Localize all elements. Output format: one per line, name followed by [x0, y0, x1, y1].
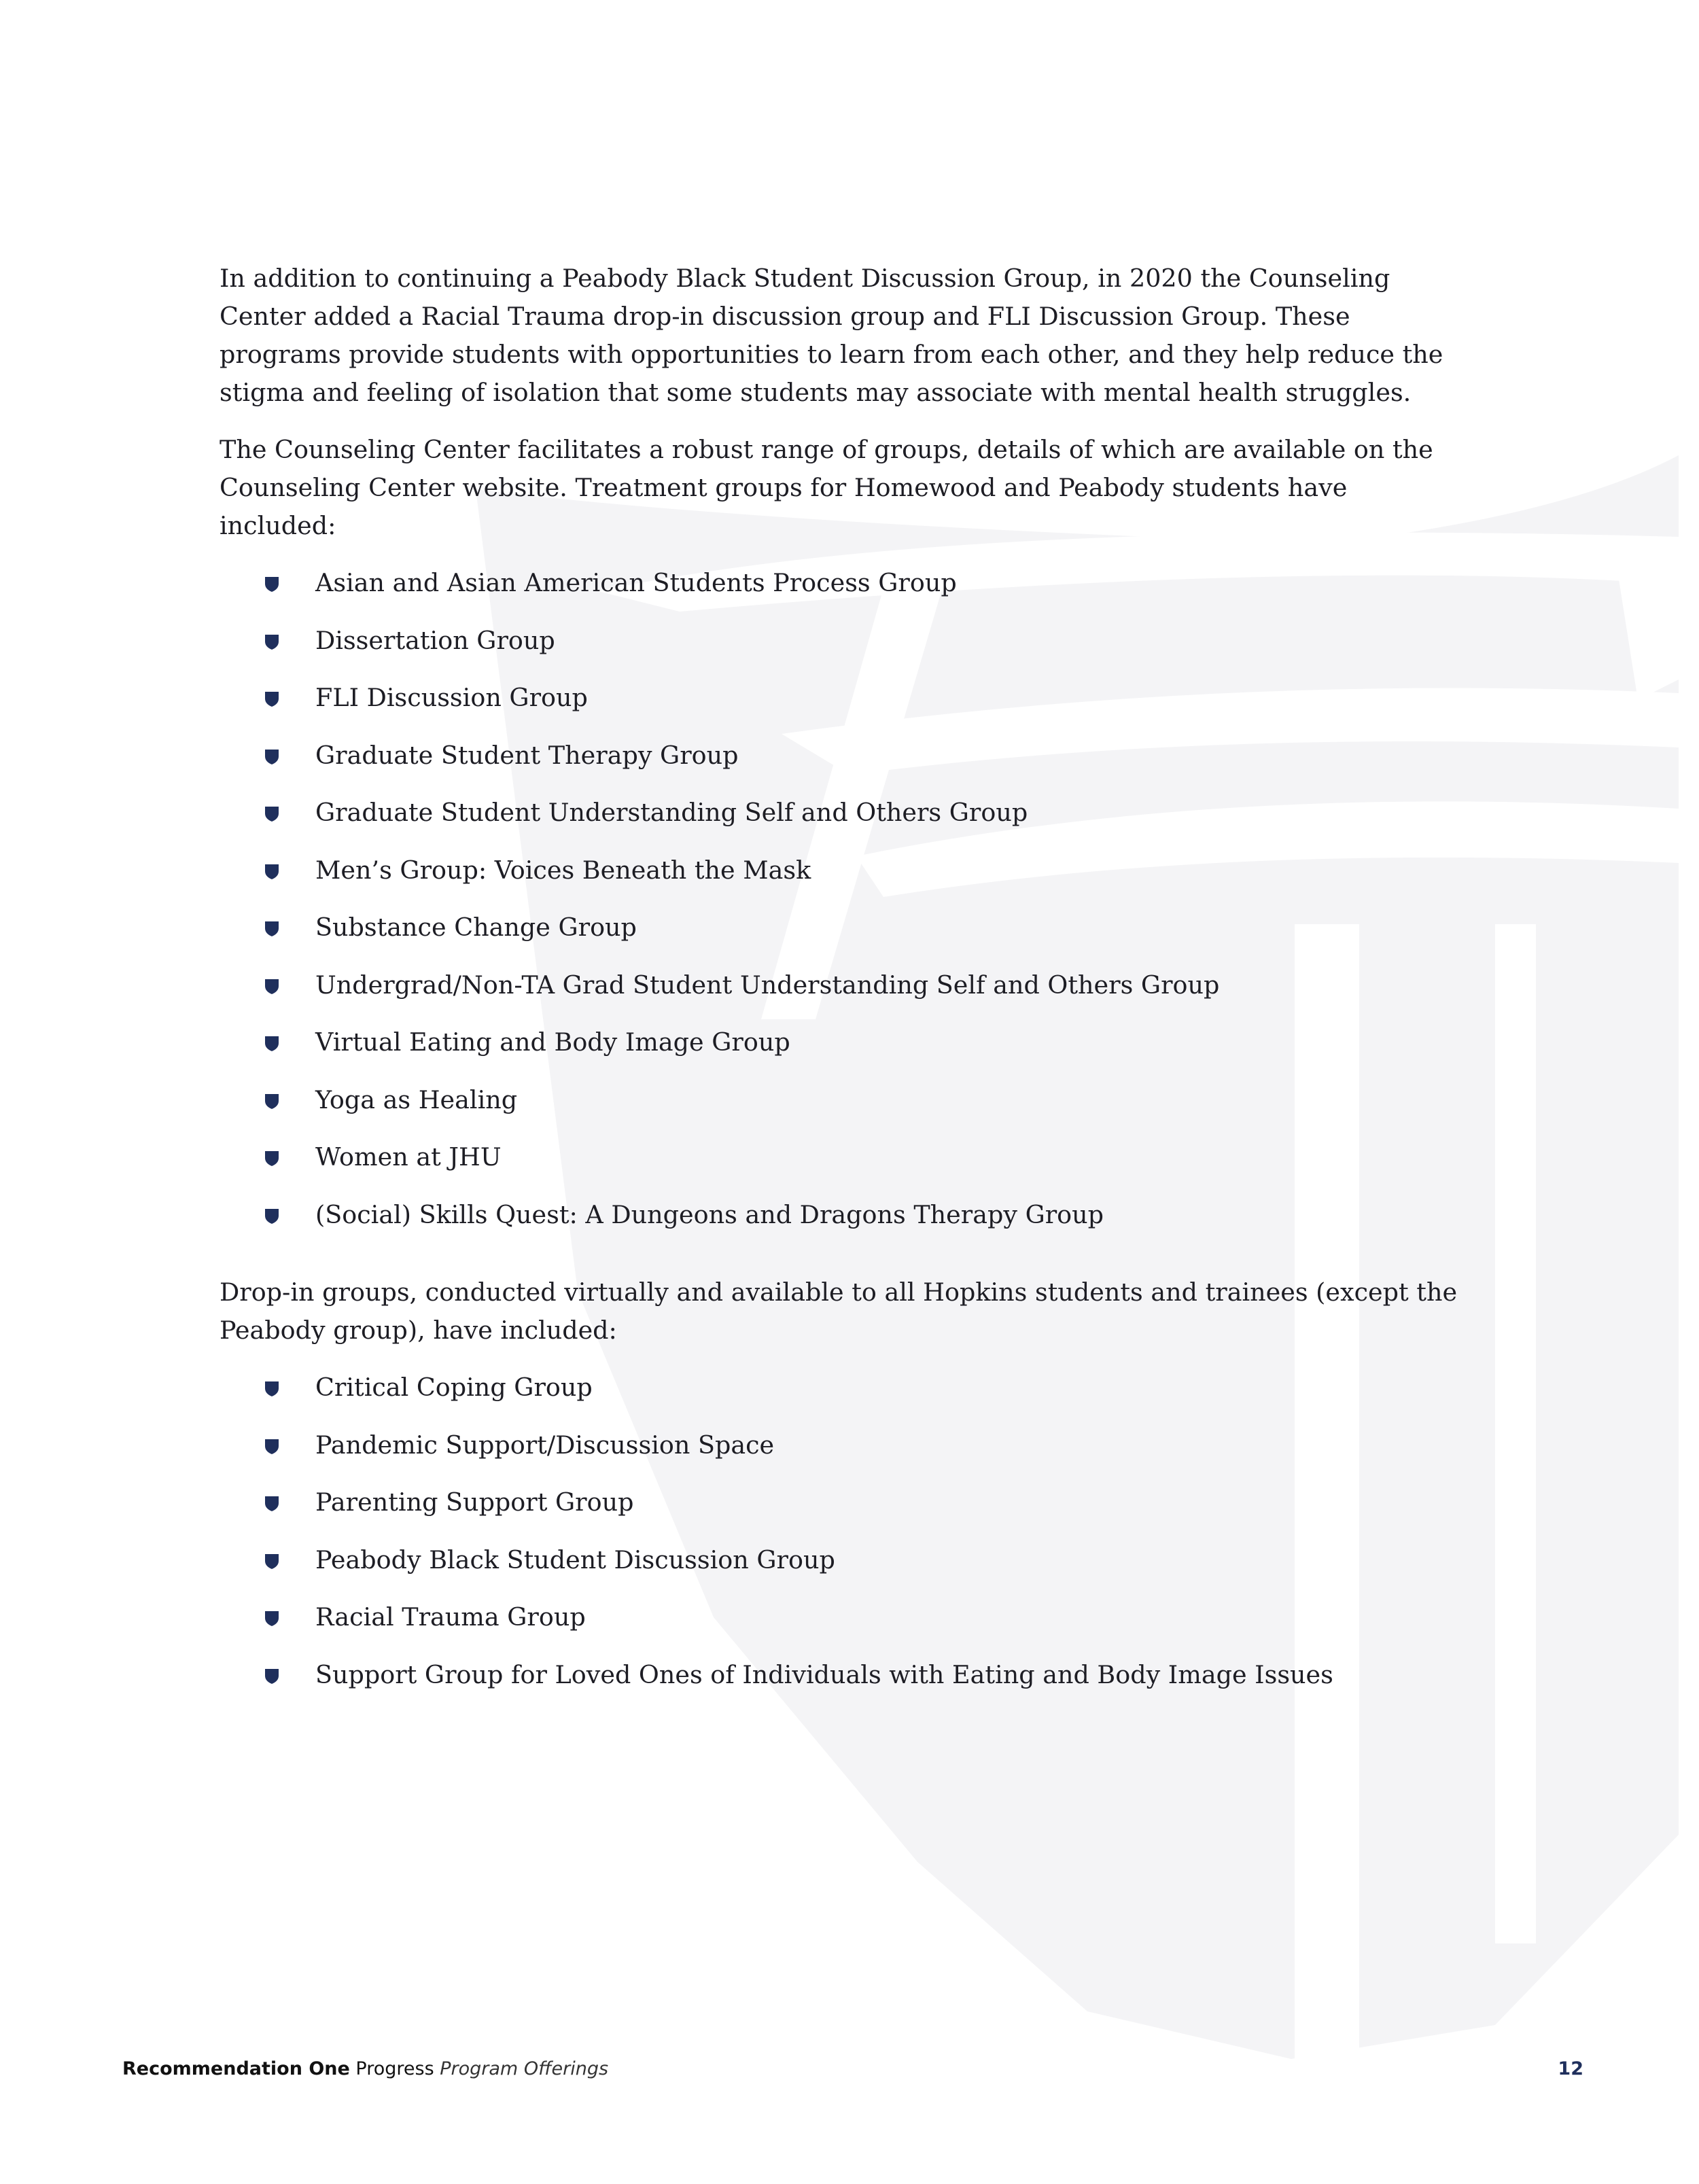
shield-bullet-icon: [264, 806, 279, 822]
footer-section-subtitle: Progress: [355, 2058, 434, 2079]
list-item-label: Pandemic Support/Discussion Space: [315, 1430, 775, 1460]
shield-bullet-icon: [264, 1036, 279, 1052]
shield-bullet-icon: [264, 921, 279, 937]
list-item-label: Graduate Student Therapy Group: [315, 740, 739, 770]
intro-paragraph: In addition to continuing a Peabody Black Student Discussion Group, in 2020 the Counseling Center added a Racial Trauma drop-in discussion group and FLI Discussion Group. These programs provide students with opportunities to learn from each other, and they help reduce the stigma and feeling of isolation that some students may associate with mental health struggles.: [220, 264, 1443, 407]
footer-section-title: Recommendation One: [122, 2058, 350, 2079]
list-item: [220, 1541, 1463, 1599]
shield-bullet-icon: [264, 864, 279, 880]
shield-bullet-icon: [264, 1668, 279, 1685]
shield-bullet-icon: [264, 576, 279, 593]
list-item-label: Parenting Support Group: [315, 1487, 634, 1517]
page-number: 12: [1558, 2058, 1583, 2079]
list-item: [220, 1598, 1463, 1656]
main-content: [220, 260, 1463, 1733]
list-item-label: Support Group for Loved Ones of Individuals with Eating and Body Image Issues: [315, 1659, 1333, 1689]
shield-bullet-icon: [264, 1208, 279, 1225]
shield-bullet-icon: [264, 1496, 279, 1512]
list-item-label: Virtual Eating and Body Image Group: [315, 1027, 790, 1057]
list-item: [220, 564, 1463, 622]
dropin-groups-list: [220, 1369, 1463, 1713]
shield-bullet-icon: [264, 1150, 279, 1167]
list-item: [220, 1023, 1463, 1081]
shield-bullet-icon: [264, 979, 279, 995]
list-item: [220, 1081, 1463, 1139]
list-item-label: (Social) Skills Quest: A Dungeons and Dragons Therapy Group: [315, 1199, 1104, 1229]
list-item: [220, 966, 1463, 1024]
shield-bullet-icon: [264, 749, 279, 765]
list-item-label: Undergrad/Non-TA Grad Student Understanding Self and Others Group: [315, 970, 1220, 1000]
footer-section-topic: Program Offerings: [440, 2058, 609, 2079]
shield-bullet-icon: [264, 1093, 279, 1110]
list-item: [220, 794, 1463, 851]
list-item-label: Asian and Asian American Students Process Group: [315, 568, 957, 597]
list-item: [220, 622, 1463, 680]
list-item-label: Substance Change Group: [315, 913, 637, 942]
list-item: [220, 1656, 1463, 1714]
list-item: [220, 737, 1463, 794]
shield-bullet-icon: [264, 1553, 279, 1570]
list-item-label: Critical Coping Group: [315, 1373, 593, 1402]
list-item-label: FLI Discussion Group: [315, 683, 588, 712]
list-item-label: Graduate Student Understanding Self and Others Group: [315, 798, 1028, 827]
list-item: [220, 1483, 1463, 1541]
treatment-groups-list: [220, 564, 1463, 1253]
list-item-label: Yoga as Healing: [315, 1085, 518, 1114]
list-item-label: Racial Trauma Group: [315, 1602, 586, 1632]
list-item: [220, 679, 1463, 737]
treatment-groups-intro: The Counseling Center facilitates a robust range of groups, details of which are available on the Counseling Center website. Treatment groups for Homewood and Peabody students have included:: [220, 435, 1433, 540]
list-item: [220, 1369, 1463, 1426]
shield-bullet-icon: [264, 634, 279, 650]
shield-bullet-icon: [264, 1381, 279, 1397]
list-item-label: Peabody Black Student Discussion Group: [315, 1545, 835, 1574]
list-item: [220, 851, 1463, 909]
shield-bullet-icon: [264, 691, 279, 707]
list-item: [220, 909, 1463, 966]
page-footer: [122, 2052, 1583, 2086]
shield-bullet-icon: [264, 1439, 279, 1455]
list-item: [220, 1426, 1463, 1484]
list-item: [220, 1196, 1463, 1254]
list-item-label: Men’s Group: Voices Beneath the Mask: [315, 855, 811, 885]
dropin-groups-intro: Drop-in groups, conducted virtually and available to all Hopkins students and trainees (except the Peabody group), have included:: [220, 1278, 1458, 1345]
shield-bullet-icon: [264, 1610, 279, 1627]
list-item-label: Dissertation Group: [315, 625, 555, 655]
list-item: [220, 1138, 1463, 1196]
list-item-label: Women at JHU: [315, 1142, 502, 1172]
